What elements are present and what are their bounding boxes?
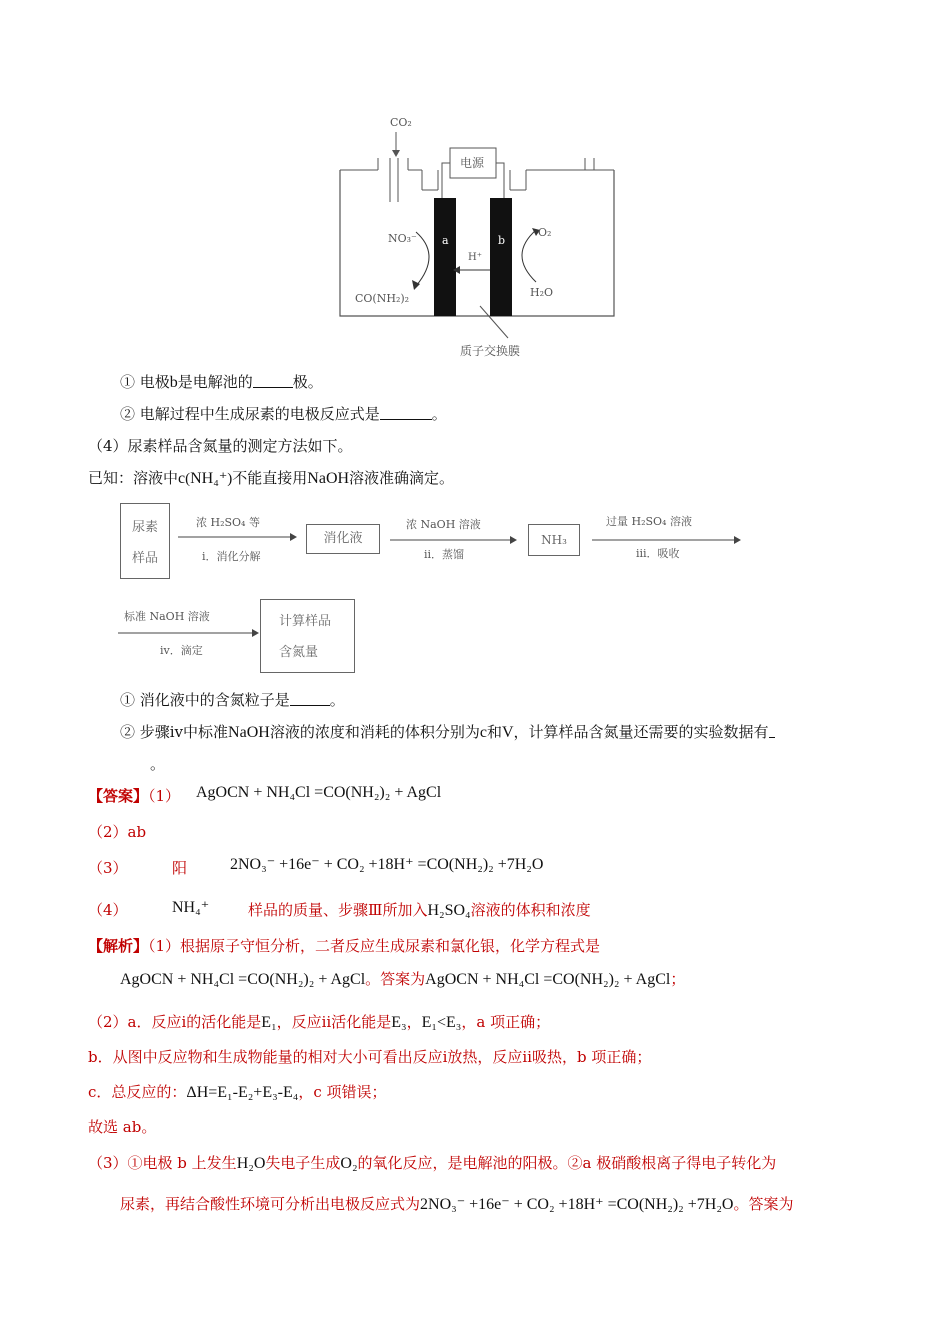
flow-arrow-2 xyxy=(390,535,518,545)
electrode-b-label: b xyxy=(498,234,506,247)
answer-4-ion: NH₄⁺ xyxy=(172,899,210,916)
answer-3-anode: 阳 xyxy=(172,859,188,877)
answer-4-num: （4） xyxy=(88,901,128,919)
analysis-p2: （2）a．反应ⅰ的活化能是E₁，反应ⅱ活化能是E₃，E₁<E₃，a 项正确； xyxy=(88,1013,551,1031)
answer-label: 【答案】 xyxy=(88,787,149,805)
answer-2: （2）ab xyxy=(88,823,147,841)
oxidation-arrow xyxy=(522,230,536,282)
analysis-p5: 故选 ab。 xyxy=(88,1118,157,1136)
h-ion-label: H⁺ xyxy=(468,252,482,263)
electrode-a xyxy=(434,198,456,316)
answer-3-num: （3） xyxy=(88,859,128,877)
q4-item-2-end: 。 xyxy=(150,755,166,773)
flow-step3-reagent: 过量 H₂SO₄ 溶液 xyxy=(606,515,692,528)
h2o-label: H₂O xyxy=(530,286,554,299)
electrode-b xyxy=(490,198,512,316)
flow-step4-label: ⅳ．滴定 xyxy=(160,644,203,657)
no3-label: NO₃⁻ xyxy=(388,232,417,245)
analysis-p1-eq: AgOCN + NH₄Cl =CO(NH₂)₂ + AgCl。答案为AgOCN + NH₄Cl =CO(NH₂)₂ + AgCl； xyxy=(120,970,686,988)
answer-1-equation: AgOCN + NH₄Cl =CO(NH₂)₂ + AgCl xyxy=(196,784,442,801)
flow-step1-label: ⅰ．消化分解 xyxy=(202,550,261,563)
urea-label: CO(NH₂)₂ xyxy=(355,292,410,305)
wire-b xyxy=(496,163,504,198)
co2-label: CO₂ xyxy=(390,116,412,129)
answer-4-text: 样品的质量、步骤Ⅲ所加入H₂SO₄溶液的体积和浓度 xyxy=(248,901,591,919)
analysis-p4: c．总反应的：ΔH=E₁-E₂+E₃-E₄，c 项错误； xyxy=(88,1083,387,1101)
q4-item-2: ② 步骤ⅳ中标准NaOH溶液的浓度和消耗的体积分别为c和V，计算样品含氮量还需要的实验数据有 xyxy=(120,722,775,743)
answer-3-equation: 2NO₃⁻ +16e⁻ + CO₂ +18H⁺ =CO(NH₂)₂ +7H₂O xyxy=(230,856,544,873)
reduction-arrow xyxy=(416,232,429,286)
flow-arrow-3 xyxy=(592,535,742,545)
q3-item-2: ② 电解过程中生成尿素的电极反应式是 。 xyxy=(120,405,447,423)
answer-1: 【答案】（1） xyxy=(88,787,181,805)
wire-a xyxy=(442,163,450,198)
flow-step2-label: ⅱ．蒸馏 xyxy=(424,548,465,561)
flow-step1-reagent: 浓 H₂SO₄ 等 xyxy=(196,516,260,529)
flow-step2-reagent: 浓 NaOH 溶液 xyxy=(406,518,481,531)
answer-blank[interactable] xyxy=(380,405,432,420)
electrolysis-diagram xyxy=(330,110,630,360)
analysis-label: 【解析】 xyxy=(88,937,149,955)
flow-box-digest: 消化液 xyxy=(306,524,380,554)
q4-title: （4）尿素样品含氮量的测定方法如下。 xyxy=(88,437,353,455)
q3-item-1: ① 电极b是电解池的 极。 xyxy=(120,373,323,391)
analysis-p3: b．从图中反应物和生成物能量的相对大小可看出反应ⅰ放热，反应ⅱ吸热，b 项正确； xyxy=(88,1048,652,1066)
flow-box-calc: 计算样品 含氮量 xyxy=(260,599,355,673)
electrode-a-label: a xyxy=(442,234,449,247)
flow-arrow-4 xyxy=(118,628,260,638)
o2-label: O₂ xyxy=(538,226,552,239)
analysis-p6: （3）①电极 b 上发生H₂O失电子生成O₂的氧化反应，是电解池的阳极。②a 极硝酸根离子得电子转化为 xyxy=(88,1154,777,1172)
flow-box-urea-sample: 尿素 样品 xyxy=(120,503,170,579)
membrane-label: 质子交换膜 xyxy=(460,344,521,358)
q4-known: 已知：溶液中c(NH₄⁺)不能直接用NaOH溶液准确滴定。 xyxy=(88,469,455,487)
flow-box-nh3: NH₃ xyxy=(528,524,580,556)
flow-arrow-1 xyxy=(178,532,298,542)
power-label: 电源 xyxy=(460,156,485,170)
answer-blank[interactable] xyxy=(769,723,775,738)
flow-step4-reagent: 标准 NaOH 溶液 xyxy=(124,610,210,623)
flow-step3-label: ⅲ．吸收 xyxy=(636,547,680,560)
q4-item-1: ① 消化液中的含氮粒子是 。 xyxy=(120,691,345,709)
analysis-p7: 尿素，再结合酸性环境可分析出电极反应式为2NO₃⁻ +16e⁻ + CO₂ +18H⁺ =CO(NH₂)₂ +7H₂O。答案为 xyxy=(120,1195,794,1213)
answer-blank[interactable] xyxy=(290,691,330,706)
analysis-p1: 【解析】（1）根据原子守恒分析，二者反应生成尿素和氯化银，化学方程式是 xyxy=(88,937,601,955)
answer-blank[interactable] xyxy=(253,373,293,388)
